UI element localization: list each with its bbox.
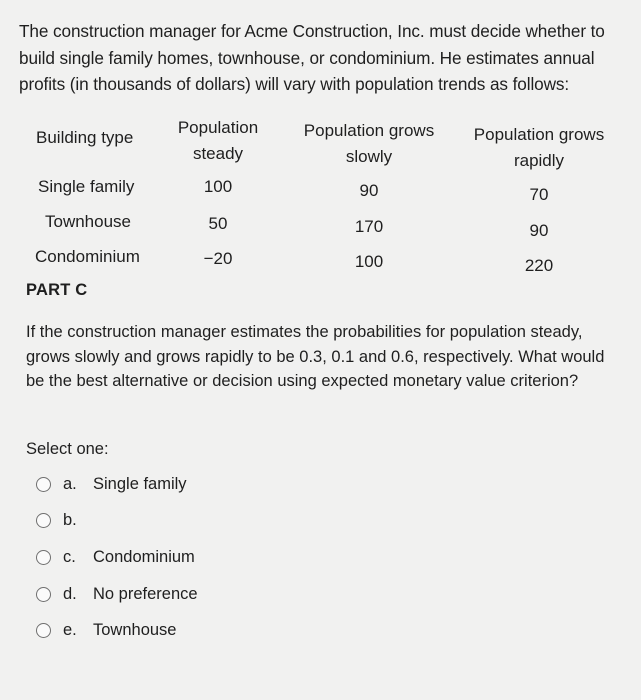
row-type: Townhouse <box>45 212 132 231</box>
row-slowly: 170 <box>354 217 384 236</box>
radio-button[interactable] <box>36 587 51 602</box>
row-steady: −20 <box>203 249 233 268</box>
option-a[interactable] <box>36 472 187 496</box>
option-text: Townhouse <box>93 620 177 639</box>
header-steady-line2: steady <box>192 144 244 163</box>
option-letter: c. <box>63 547 76 566</box>
option-e[interactable] <box>36 618 176 642</box>
problem-intro: The construction manager for Acme Construction, Inc. must decide whether to build single family homes, townhouse, or condominium. He estimates annual profits (in thousands of dollars) will vary with population trends as follows: <box>19 21 605 94</box>
option-letter: a. <box>63 474 77 493</box>
option-text: No preference <box>93 584 198 603</box>
radio-button[interactable] <box>36 550 51 565</box>
question-text: If the construction manager estimates the probabilities for population steady, grows slowly and grows rapidly to be 0.3, 0.1 and 0.6, respectively. What would be the best alternative or decision using expected monetary value criterion? <box>26 323 605 390</box>
header-building-type: Building type <box>36 128 134 147</box>
radio-button[interactable] <box>36 513 51 528</box>
option-letter: b. <box>63 510 77 529</box>
radio-button[interactable] <box>36 623 51 638</box>
header-rapidly-line1: Population grows <box>473 125 605 144</box>
row-steady: 50 <box>208 214 228 233</box>
option-text: Single family <box>93 474 187 493</box>
header-rapidly-line2: rapidly <box>513 151 565 170</box>
row-slowly: 100 <box>354 252 384 271</box>
row-rapidly: 70 <box>529 185 549 204</box>
radio-button[interactable] <box>36 477 51 492</box>
option-text: Condominium <box>93 547 195 566</box>
row-type: Condominium <box>35 247 140 266</box>
select-one-label: Select one: <box>26 440 109 458</box>
row-rapidly: 90 <box>529 221 549 240</box>
option-d[interactable] <box>36 582 198 606</box>
option-c[interactable] <box>36 545 195 569</box>
option-b[interactable] <box>36 508 93 532</box>
row-rapidly: 220 <box>524 256 554 275</box>
row-type: Single family <box>38 177 135 196</box>
option-letter: e. <box>63 620 77 639</box>
row-slowly: 90 <box>359 181 379 200</box>
option-letter: d. <box>63 584 77 603</box>
header-slowly-line1: Population grows <box>303 121 435 140</box>
header-steady-line1: Population <box>177 118 259 137</box>
row-steady: 100 <box>203 177 233 196</box>
part-heading: PART C <box>26 281 88 299</box>
header-slowly-line2: slowly <box>345 147 393 166</box>
